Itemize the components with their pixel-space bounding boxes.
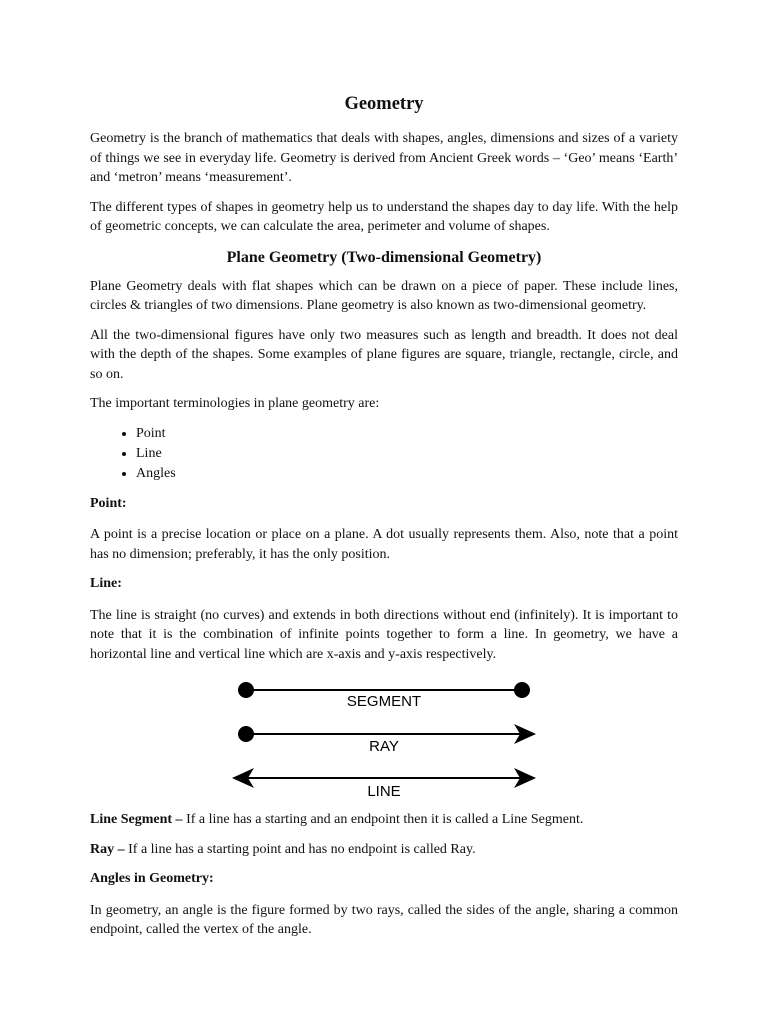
plane-geometry-heading: Plane Geometry (Two-dimensional Geometry) [226, 248, 542, 266]
point-paragraph: A point is a precise location or place on a plane. A dot usually represents them. Also, note that a point has no dimension; preferably, it has the only position. [90, 527, 678, 562]
document-page [90, 92, 678, 950]
line-paragraph: The line is straight (no curves) and extends in both directions without end (infinitely). It is important to note that it is the combination of infinite points together to form a line. In geometry, we have a horizontal line and vertical line which are x-axis and y-axis respectively. [90, 607, 678, 662]
angles-heading: Angles in Geometry: [90, 871, 214, 886]
plane-paragraph-1: Plane Geometry deals with flat shapes which can be drawn on a piece of paper. These include lines, circles & triangles of two dimensions. Plane geometry is also known as two-dimensional geometry. [90, 278, 678, 313]
angles-paragraph: In geometry, an angle is the figure formed by two rays, called the sides of the angle, sharing a common endpoint, called the vertex of the angle. [90, 902, 678, 937]
segment-definition [90, 810, 678, 830]
plane-paragraph-3: The important terminologies in plane geometry are: [90, 396, 380, 411]
page-title: Geometry [344, 94, 424, 114]
intro-paragraph-1: Geometry is the branch of mathematics that deals with shapes, angles, dimensions and sizes of a variety of things we see in everyday life. Geometry is derived from Ancient Greek words – ‘Geo’ means ‘Earth’ and ‘metron’ means ‘measurement’. [90, 131, 678, 185]
line-label: LINE [367, 783, 401, 800]
terminology-list [90, 424, 678, 484]
intro-paragraph-2: The different types of shapes in geometry help us to understand the shapes day to day life. With the help of geometric concepts, we can calculate the area, perimeter and volume of shapes. [90, 199, 678, 234]
list-item: • Point [136, 424, 678, 444]
ray-definition-text: If a line has a starting point and has no endpoint is called Ray. [124, 841, 476, 857]
ray-label: RAY [369, 738, 399, 755]
segment-ray-line-diagram [90, 674, 678, 802]
ray-term: Ray – [90, 841, 125, 857]
plane-paragraph-2: All the two-dimensional figures have only two measures such as length and breadth. It does not deal with the depth of the shapes. Some examples of plane figures are square, triangle, rectangle, circle, and so on. [90, 327, 678, 382]
segment-definition-text: If a line has a starting and an endpoint then it is called a Line Segment. [182, 812, 584, 827]
segment-term: Line Segment – [90, 812, 183, 827]
segment-start-point [238, 682, 254, 698]
segment-end-point [514, 682, 530, 698]
ray-start-point [238, 726, 254, 742]
line-heading: Line: [90, 576, 122, 591]
list-item: • Line [136, 444, 678, 464]
list-item: • Angles [136, 464, 678, 484]
ray-definition [90, 840, 678, 860]
point-heading: Point: [90, 495, 127, 511]
segment-label: SEGMENT [346, 693, 422, 710]
